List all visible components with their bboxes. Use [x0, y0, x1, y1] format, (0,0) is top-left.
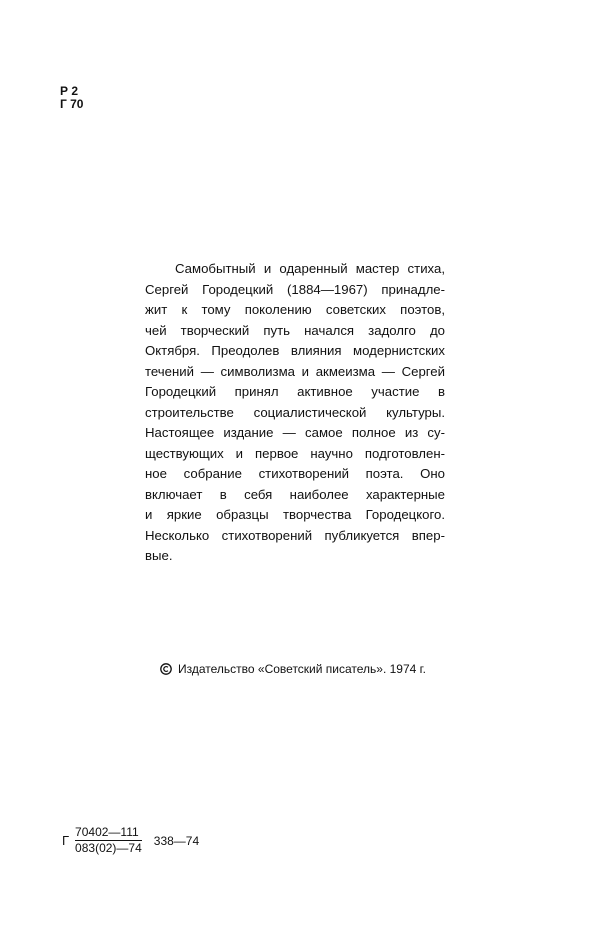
annotation-line: ное собрание стихотворений поэта. Оно	[145, 466, 445, 481]
catalog-index	[62, 826, 199, 855]
copyright-notice	[160, 662, 426, 676]
annotation-line: Октября. Преодолев влияния модернистских	[145, 343, 445, 358]
annotation-line: включает в себя наиболее характерные	[145, 486, 445, 502]
book-annotation	[145, 259, 445, 567]
annotation-line: Сергей Городецкий (1884—1967) принадле-	[145, 281, 445, 297]
catalog-suffix: 338—74	[153, 833, 200, 848]
annotation-line: чей творческий путь начался задолго до	[145, 322, 445, 338]
bbk-code: Р 2	[60, 84, 79, 98]
annotation-line: ществующих и первое научно подготовлен-	[145, 445, 445, 461]
copyright-text: Издательство «Советский писатель». 1974 г.	[178, 662, 426, 676]
annotation-line: Настоящее издание — самое полное из су-	[145, 425, 445, 440]
annotation-line: вые.	[145, 548, 173, 563]
annotation-line: течений — символизма и акмеизма — Сергей	[145, 363, 445, 379]
annotation-line: Городецкий принял активное участие в	[145, 384, 445, 399]
author-sign-code: Г 70	[60, 97, 84, 111]
annotation-line: жит к тому поколению советских поэтов,	[145, 302, 445, 317]
copyright-icon	[160, 663, 172, 675]
catalog-denominator: 083(02)—74	[75, 841, 142, 855]
catalog-numerator: 70402—111	[75, 826, 142, 841]
catalog-fraction	[75, 826, 142, 855]
library-classification-codes	[60, 85, 83, 111]
annotation-line: Несколько стихотворений публикуется впер-	[145, 527, 445, 543]
catalog-letter: Г	[62, 833, 70, 848]
annotation-line: Самобытный и одаренный мастер стиха,	[175, 261, 445, 276]
annotation-line: строительстве социалистической культуры.	[145, 404, 445, 420]
annotation-line: и яркие образцы творчества Городецкого.	[145, 507, 445, 522]
